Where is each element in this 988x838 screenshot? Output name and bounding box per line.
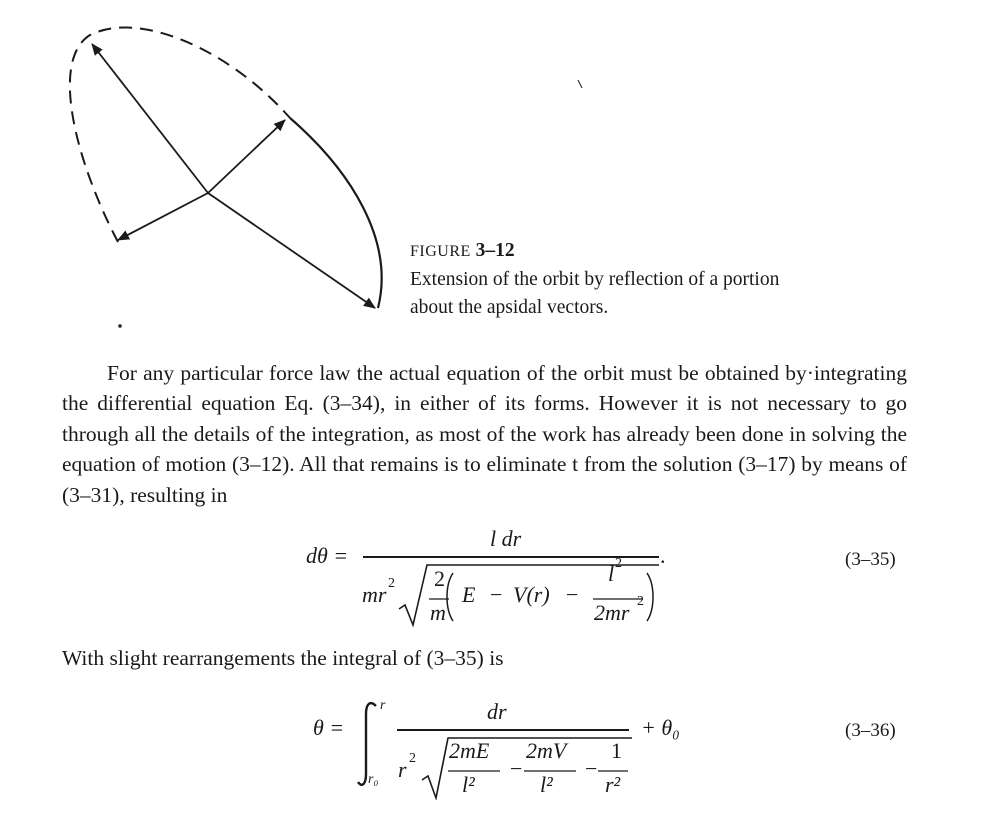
lead-sentence: With slight rearrangements the integral of (3–35) is [62,646,504,670]
eq35-m: m [430,600,446,625]
eq36-numerator: dr [487,699,507,724]
speck-mark [578,80,582,88]
eq36-number: (3–36) [845,720,896,741]
eq35-numerator: l dr [490,526,522,551]
eq35-two: 2 [434,566,445,591]
eq35-l-exp: 2 [615,556,622,571]
eq36-minus-2: − [585,756,598,781]
eq36-plus-theta0: + θ₀ [641,715,680,740]
apsidal-vector-upper-left [92,44,208,193]
eq36-r-exp: 2 [409,751,416,766]
eq35-lhs: dθ = [306,543,349,568]
eq35-Vr: V(r) [513,582,550,607]
eq36-term1-num: 2mE [449,738,490,763]
eq35-2mr-exp: 2 [637,594,644,609]
eq36-lower-limit: r₀ [368,772,379,787]
body-paragraph: For any particular force law the actual equation of the orbit must be obtained by·integrating the differential equation Eq. (3–34), in either of its forms. However it is not necessary to go through all the details of the integration, as most of the work has already been done in solving the equation of motion (3–12). All that remains is to eliminate t from the solution (3–17) by means of (3–31), resulting in [62,361,907,507]
caption-line-2: about the apsidal vectors. [410,297,609,318]
apsidal-vector-upper-right [208,120,285,193]
eq36-term3-num: 1 [611,738,622,763]
speck-dot [118,324,122,328]
eq36-term2-den: l² [540,772,553,797]
eq36-term1-den: l² [462,772,475,797]
eq35-minus-2: − [566,582,579,607]
apsidal-vector-lower-left [118,193,208,240]
figure-caption [410,237,779,322]
eq35-period: . [660,543,666,568]
orbit-dashed-arc [70,28,290,242]
eq35-mr: mr [362,582,387,607]
apsidal-vector-lower-right [208,193,375,308]
eq36-lhs: θ = [313,715,345,740]
eq35-minus-1: − [490,582,503,607]
eq36-minus-1: − [510,756,523,781]
eq35-2mr: 2mr [594,600,630,625]
eq36-fraction-bar [397,729,629,731]
eq36-term2-num: 2mV [526,738,567,763]
caption-title [410,237,779,266]
eq35-mr-exp: 2 [388,576,395,591]
eq35-number: (3–35) [845,549,896,570]
eq36-upper-limit: r [380,698,386,713]
eq36-r: r [398,757,407,782]
caption-line-1: Extension of the orbit by reflection of a portion [410,269,780,290]
figure-number: 3–12 [475,240,515,261]
eq36-term3-den: r² [605,772,621,797]
eq35-l: l [608,561,615,586]
figure-label: FIGURE [410,243,471,260]
orbit-solid-arc [290,118,382,308]
eq35-E: E [462,582,476,607]
